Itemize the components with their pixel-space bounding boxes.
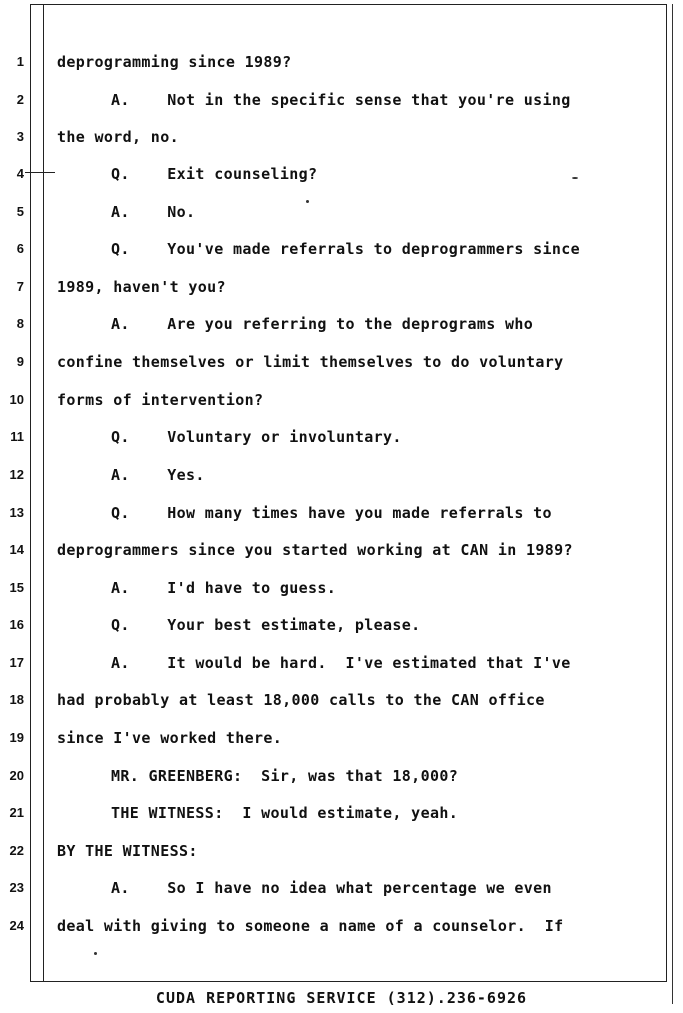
line-number: 11 (10, 429, 24, 444)
line-number: 24 (9, 918, 24, 933)
line-text: had probably at least 18,000 calls to the CAN office (57, 691, 545, 709)
line-text: forms of intervention? (57, 391, 264, 409)
line-number: 13 (9, 505, 24, 520)
scan-speck (94, 952, 97, 955)
line-number: 2 (16, 92, 24, 107)
line-number: 22 (9, 843, 24, 858)
line-number: 16 (9, 617, 24, 632)
line-text: Q. Exit counseling? (111, 165, 318, 183)
line-text: MR. GREENBERG: Sir, was that 18,000? (111, 767, 459, 785)
line-text: Q. You've made referrals to deprogrammers since (111, 240, 581, 258)
line-text: BY THE WITNESS: (57, 842, 198, 860)
line-number: 4 (16, 166, 24, 181)
line-number: 17 (9, 655, 24, 670)
line-number: 19 (9, 730, 24, 745)
transcript-line (0, 653, 683, 673)
transcript-line (0, 690, 683, 710)
line-text: the word, no. (57, 128, 179, 146)
line-text: Q. How many times have you made referrals to (111, 504, 552, 522)
transcript-line (0, 465, 683, 485)
line-number: 21 (9, 805, 24, 820)
line-number: 5 (16, 204, 24, 219)
line-text: A. Are you referring to the deprograms who (111, 315, 534, 333)
line-text: deprogrammers since you started working at CAN in 1989? (57, 541, 573, 559)
transcript-line (0, 728, 683, 748)
transcript-line (0, 352, 683, 372)
transcript-line (0, 878, 683, 898)
line-number: 15 (9, 580, 24, 595)
line-number: 14 (9, 542, 24, 557)
line-number-margin-rule (43, 4, 44, 982)
line-number: 6 (16, 241, 24, 256)
transcript-line (0, 239, 683, 259)
scan-speck (572, 177, 578, 179)
scan-speck (306, 200, 309, 203)
line-text: deprogramming since 1989? (57, 53, 292, 71)
line-text: A. Yes. (111, 466, 205, 484)
transcript-line (0, 766, 683, 786)
transcript-line (0, 427, 683, 447)
line-text: Q. Your best estimate, please. (111, 616, 421, 634)
transcript-line (0, 578, 683, 598)
line-number: 1 (16, 54, 24, 69)
page-frame (30, 4, 667, 982)
line-number: 12 (9, 467, 24, 482)
transcript-line (0, 803, 683, 823)
line-text: confine themselves or limit themselves to do voluntary (57, 353, 564, 371)
transcript-line (0, 841, 683, 861)
transcript-line (0, 503, 683, 523)
line-number: 9 (16, 354, 24, 369)
line-text: deal with giving to someone a name of a counselor. If (57, 917, 564, 935)
transcript-line (0, 127, 683, 147)
transcript-line (0, 540, 683, 560)
line-number: 8 (16, 316, 24, 331)
line-text: A. So I have no idea what percentage we even (111, 879, 552, 897)
transcript-line (0, 164, 683, 184)
line-number: 10 (9, 392, 24, 407)
transcript-line (0, 615, 683, 635)
transcript-line (0, 314, 683, 334)
line-number: 23 (9, 880, 24, 895)
transcript-line (0, 52, 683, 72)
line-text: since I've worked there. (57, 729, 283, 747)
line-text: A. No. (111, 203, 196, 221)
line-text: A. I'd have to guess. (111, 579, 337, 597)
line-number: 7 (16, 279, 24, 294)
line-number: 3 (16, 129, 24, 144)
transcript-line (0, 90, 683, 110)
transcript-line (0, 916, 683, 936)
reporter-footer: CUDA REPORTING SERVICE (312).236-6926 (155, 989, 528, 1007)
transcript-line (0, 390, 683, 410)
line-number: 20 (9, 768, 24, 783)
line-text: Q. Voluntary or involuntary. (111, 428, 402, 446)
transcript-line (0, 277, 683, 297)
line-text: 1989, haven't you? (57, 278, 226, 296)
line-text: A. Not in the specific sense that you're using (111, 91, 571, 109)
transcript-line (0, 202, 683, 222)
line-number: 18 (9, 692, 24, 707)
line-text: A. It would be hard. I've estimated that I've (111, 654, 571, 672)
line-text: THE WITNESS: I would estimate, yeah. (111, 804, 459, 822)
